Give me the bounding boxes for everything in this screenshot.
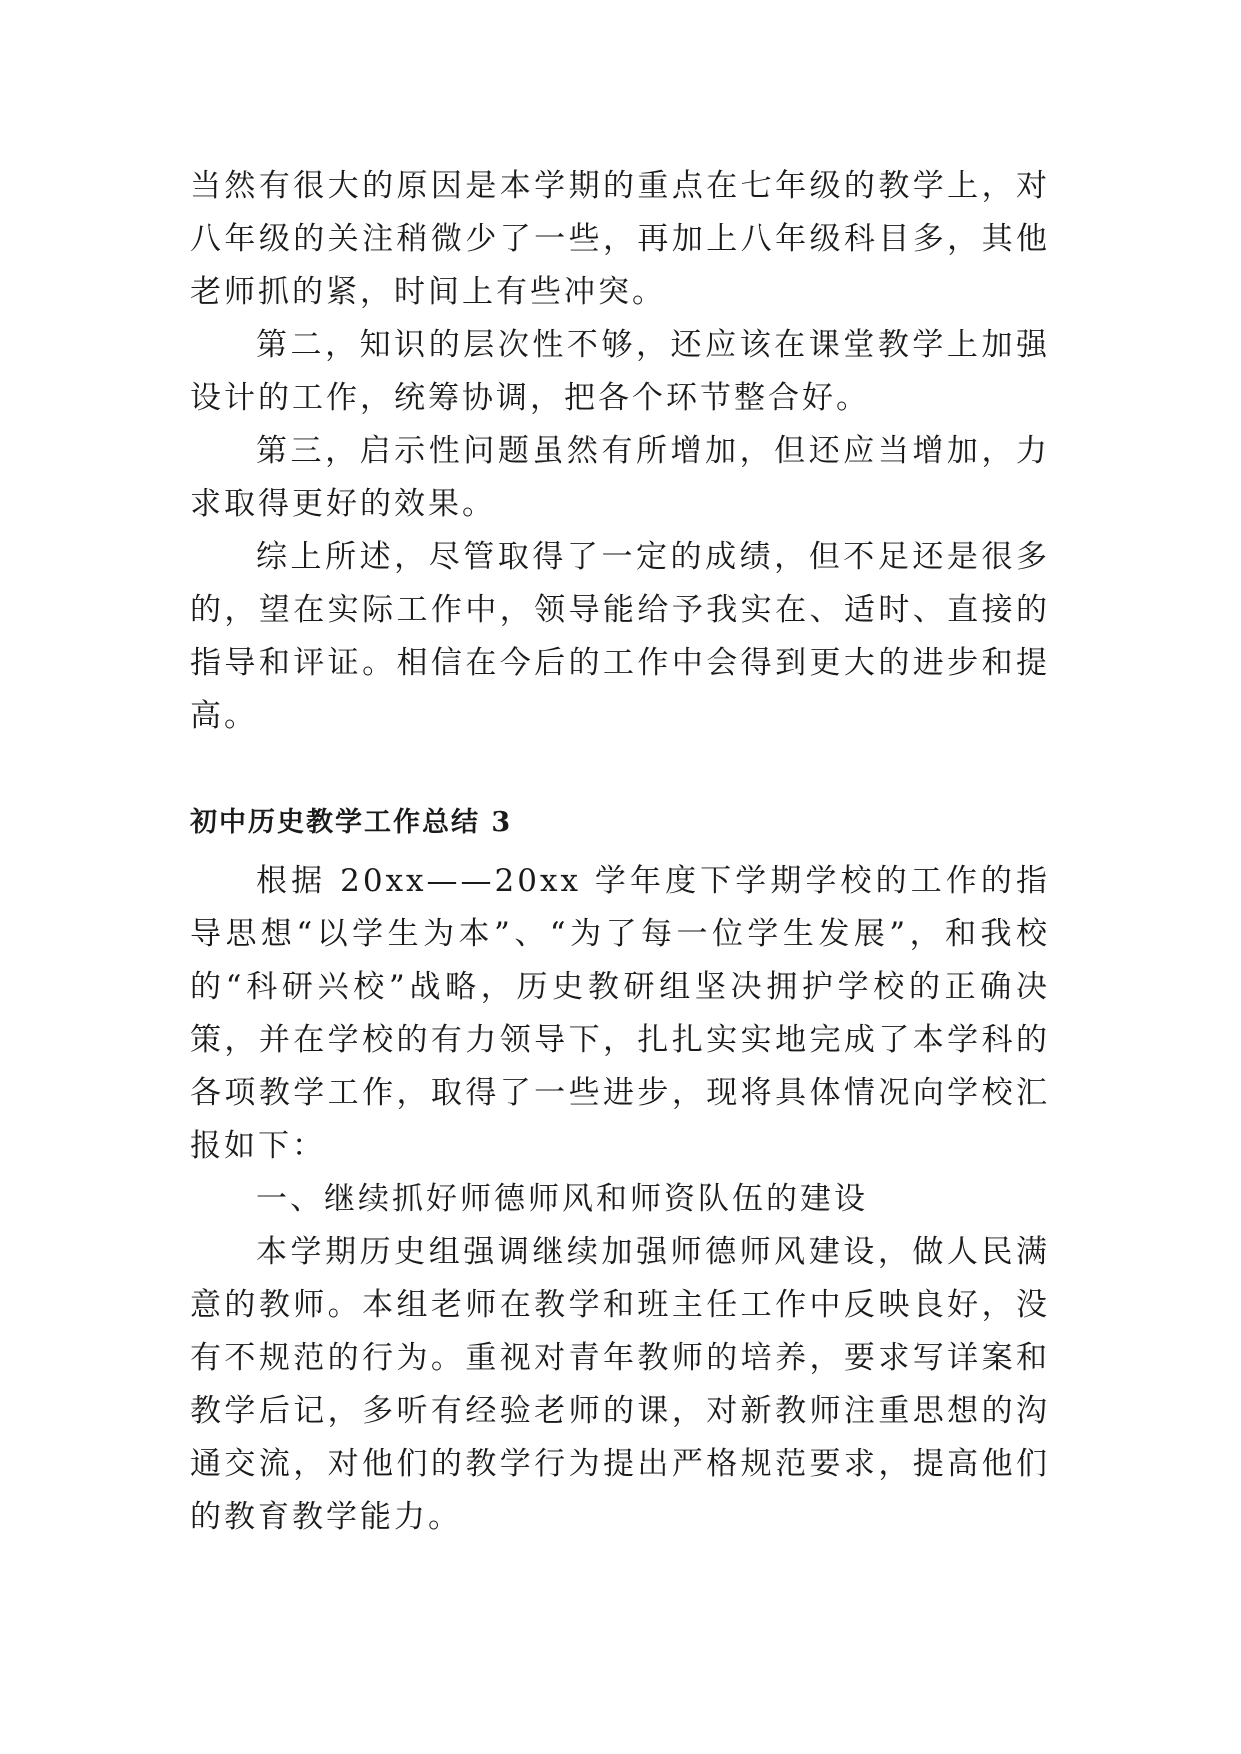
- section-a: [190, 160, 1050, 743]
- paragraph-continuation: 当然有很大的原因是本学期的重点在七年级的教学上，对八年级的关注稍微少了一些，再加上八年级科目多，其他老师抓的紧，时间上有些冲突。: [190, 168, 1050, 310]
- paragraph-teacher-ethics: 本学期历史组强调继续加强师德师风建设，做人民满意的教师。本组老师在教学和班主任工作中反映良好，没有不规范的行为。重视对青年教师的培养，要求写详案和教学后记，多听有经验老师的课，对新教师注重思想的沟通交流，对他们的教学行为提出严格规范要求，提高他们的教育教学能力。: [190, 1234, 1050, 1535]
- section-b: [190, 855, 1050, 1544]
- section-heading: 初中历史教学工作总结 3: [190, 807, 513, 838]
- paragraph-conclusion: 综上所述，尽管取得了一定的成绩，但不足还是很多的，望在实际工作中，领导能给予我实在、适时、直接的指导和评证。相信在今后的工作中会得到更大的进步和提高。: [190, 539, 1050, 734]
- paragraph-intro: 根据 20xx——20xx 学年度下学期学校的工作的指导思想“以学生为本”、“为了每一位学生发展”，和我校的“科研兴校”战略，历史教研组坚决拥护学校的正确决策，并在学校的有力领导下，扎扎实实地完成了本学科的各项教学工作，取得了一些进步，现将具体情况向学校汇报如下：: [190, 863, 1050, 1164]
- paragraph-subheading: 一、继续抓好师德师风和师资队伍的建设: [256, 1181, 868, 1217]
- paragraph-third-point: 第三，启示性问题虽然有所增加，但还应当增加，力求取得更好的效果。: [190, 433, 1050, 522]
- paragraph-second-point: 第二，知识的层次性不够，还应该在课堂教学上加强设计的工作，统筹协调，把各个环节整合好。: [190, 327, 1050, 416]
